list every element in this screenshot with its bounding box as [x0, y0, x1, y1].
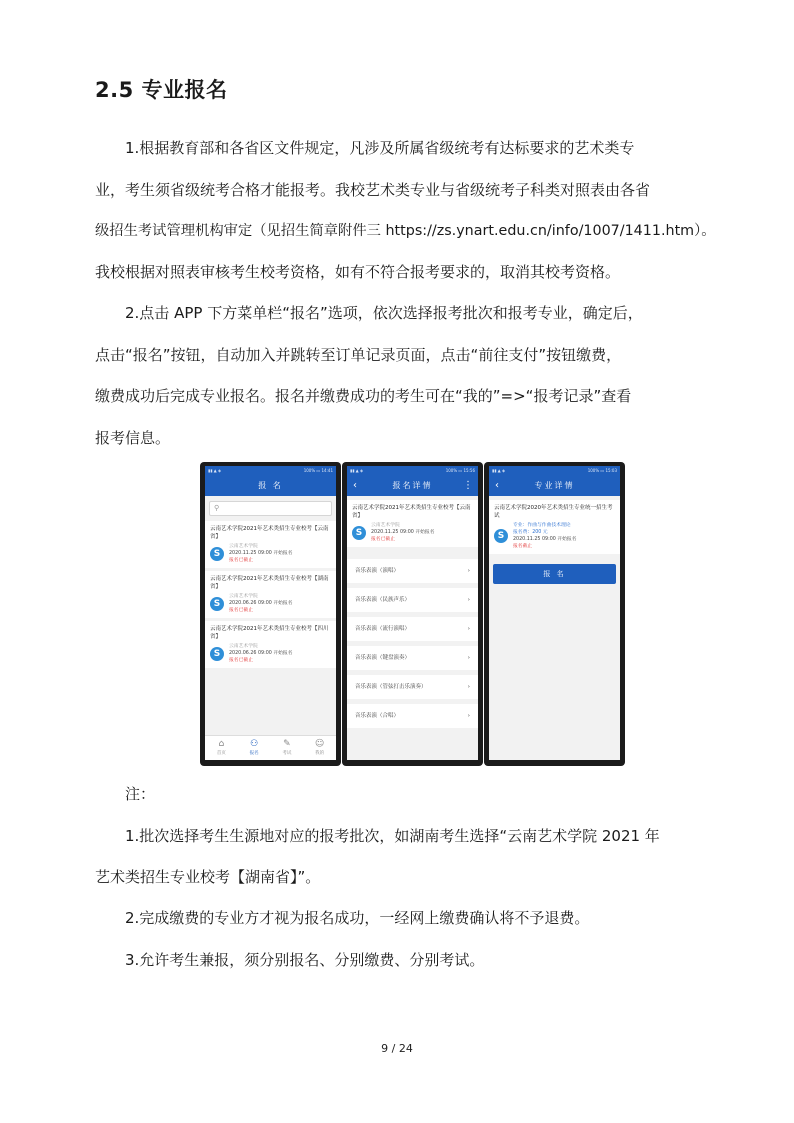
phone-major-detail — [484, 462, 625, 766]
note-line: 2.完成缴费的专业方才视为报名成功，一经网上缴费确认将不予退费。 — [125, 909, 590, 927]
batch-card[interactable] — [205, 621, 336, 668]
app-bar — [347, 476, 478, 496]
note-line: 1.批次选择考生生源地对应的报考批次，如湖南考生选择“云南艺术学院 2021 年 — [125, 827, 660, 845]
start-time: 2020.11.25 09:00 开始报名 — [513, 537, 577, 542]
paragraph-line: 报考信息。 — [95, 429, 171, 447]
status-bar — [489, 466, 620, 476]
app-bar-title: 报名详情 — [392, 481, 433, 490]
phone-registration-list — [200, 462, 341, 766]
school-name: 云南艺术学院 — [371, 523, 400, 528]
batch-card[interactable] — [205, 571, 336, 618]
school-logo-icon: S — [210, 547, 224, 561]
paragraph-line: 我校根据对照表审核考生校考资格，如有不符合报考要求的，取消其校考资格。 — [95, 263, 621, 281]
status-bar — [347, 466, 478, 476]
tab-label: 首页 — [216, 751, 226, 756]
major-label: 音乐表演（合唱） — [355, 713, 400, 719]
paragraph-line: 点击“报名”按钮，自动加入并跳转至订单记录页面，点击“前往支付”按钮缴费， — [95, 346, 622, 364]
app-screenshots-figure — [200, 462, 626, 766]
school-name: 云南艺术学院 — [229, 544, 258, 549]
chevron-right-icon: › — [467, 713, 470, 719]
tab-home[interactable] — [205, 736, 238, 760]
school-name: 云南艺术学院 — [229, 594, 258, 599]
start-time: 2020.11.25 09:00 开始报名 — [229, 551, 293, 556]
note-label: 注： — [125, 785, 156, 803]
school-logo-icon: S — [352, 526, 366, 540]
start-time: 2020.06.26 09:00 开始报名 — [229, 601, 293, 606]
batch-title: 云南艺术学院2021年艺术类招生专业校考【云南省】 — [352, 505, 471, 519]
major-item[interactable] — [347, 704, 478, 728]
batch-title: 云南艺术学院2021年艺术类招生专业校考【四川省】 — [210, 626, 329, 640]
status-badge: 报名已截止 — [229, 658, 253, 663]
status-right: 100% ▭ 15:03 — [587, 468, 617, 473]
chevron-right-icon: › — [467, 568, 470, 574]
app-bar — [205, 476, 336, 496]
paragraph-line: 业，考生须省级统考合格才能报考。我校艺术类专业与省级统考子科类对照表由各省 — [95, 181, 651, 199]
major-item[interactable] — [347, 646, 478, 670]
back-icon[interactable]: ‹ — [495, 480, 499, 491]
tab-label: 报名 — [249, 751, 259, 756]
more-icon[interactable]: ⋮ — [463, 480, 473, 491]
batch-card[interactable] — [205, 521, 336, 568]
major-label: 音乐表演（流行演唱） — [355, 626, 411, 632]
school-logo-icon: S — [210, 647, 224, 661]
fee: 报名费：200 元 — [513, 530, 548, 535]
major-card — [489, 500, 620, 554]
status-badge: 报名截止 — [513, 544, 533, 549]
note-line: 3.允许考生兼报，须分别报名、分别缴费、分别考试。 — [125, 951, 485, 969]
start-time: 2020.11.25 09:00 开始报名 — [371, 530, 435, 535]
register-button[interactable]: 报 名 — [493, 564, 616, 584]
paragraph-line: 级招生考试管理机构审定（见招生简章附件三 https://zs.ynart.edu.cn/info/1007/1411.htm）。 — [95, 223, 716, 239]
status-left: ▮▮ ▲ ◈ — [208, 468, 222, 473]
status-right: 100% ▭ 15:56 — [445, 468, 475, 473]
chevron-right-icon: › — [467, 655, 470, 661]
app-bar-title: 报 名 — [258, 481, 283, 490]
section-heading: 2.5 专业报名 — [95, 78, 228, 102]
tab-label: 我的 — [315, 751, 325, 756]
status-badge: 报名已截止 — [229, 558, 253, 563]
batch-title: 云南艺术学院2021年艺术类招生专业校考【云南省】 — [210, 526, 329, 540]
school-logo-icon: S — [210, 597, 224, 611]
status-right: 100% ▭ 14:41 — [303, 468, 333, 473]
major-label: 音乐表演（键盘演奏） — [355, 655, 411, 661]
status-left: ▮▮ ▲ ◈ — [350, 468, 364, 473]
home-icon: ⌂ — [218, 739, 225, 749]
start-time: 2020.06.26 09:00 开始报名 — [229, 651, 293, 656]
major-item[interactable] — [347, 617, 478, 641]
batch-title: 云南艺术学院2020年艺术类招生专业统一招生考试 — [494, 505, 613, 519]
status-bar — [205, 466, 336, 476]
note-line: 艺术类招生专业校考【湖南省】”。 — [95, 868, 321, 886]
person-icon: ☺ — [314, 739, 325, 749]
tab-exam[interactable] — [271, 736, 304, 760]
major-name: 专业：作曲与作曲技术理论 — [513, 523, 571, 528]
status-badge: 报名已截止 — [229, 608, 253, 613]
major-item[interactable] — [347, 588, 478, 612]
school-logo-icon: S — [494, 529, 508, 543]
paragraph-line: 1.根据教育部和各省区文件规定，凡涉及所属省级统考有达标要求的艺术类专 — [125, 139, 635, 157]
edit-icon: ✎ — [283, 739, 291, 749]
app-bar-title: 专业详情 — [534, 481, 575, 490]
chevron-right-icon: › — [467, 626, 470, 632]
tab-mine[interactable] — [303, 736, 336, 760]
bottom-tab-bar — [205, 735, 336, 760]
search-icon: ⚲ — [214, 504, 220, 512]
page-number: 9 / 24 — [381, 1042, 413, 1055]
tab-registration[interactable] — [238, 736, 271, 760]
tab-label: 考试 — [282, 751, 292, 756]
major-label: 音乐表演（管弦打击乐演奏） — [355, 684, 427, 690]
major-label: 音乐表演（演唱） — [355, 568, 400, 574]
paragraph-line: 2.点击 APP 下方菜单栏“报名”选项，依次选择报考批次和报考专业，确定后， — [125, 304, 643, 322]
school-name: 云南艺术学院 — [229, 644, 258, 649]
chevron-right-icon: › — [467, 597, 470, 603]
major-item[interactable] — [347, 675, 478, 699]
status-badge: 报名已截止 — [371, 537, 395, 542]
paragraph-line: 缴费成功后完成专业报名。报名并缴费成功的考生可在“我的”=>“报考记录”查看 — [95, 387, 632, 405]
major-item[interactable] — [347, 559, 478, 583]
back-icon[interactable]: ‹ — [353, 480, 357, 491]
users-icon: ⚇ — [250, 739, 259, 749]
batch-title: 云南艺术学院2021年艺术类招生专业校考【湖南省】 — [210, 576, 329, 590]
status-left: ▮▮ ▲ ◈ — [492, 468, 506, 473]
batch-card — [347, 500, 478, 547]
app-bar — [489, 476, 620, 496]
chevron-right-icon: › — [467, 684, 470, 690]
search-input[interactable] — [209, 501, 332, 516]
major-label: 音乐表演（民族声乐） — [355, 597, 411, 603]
phone-registration-detail — [342, 462, 483, 766]
